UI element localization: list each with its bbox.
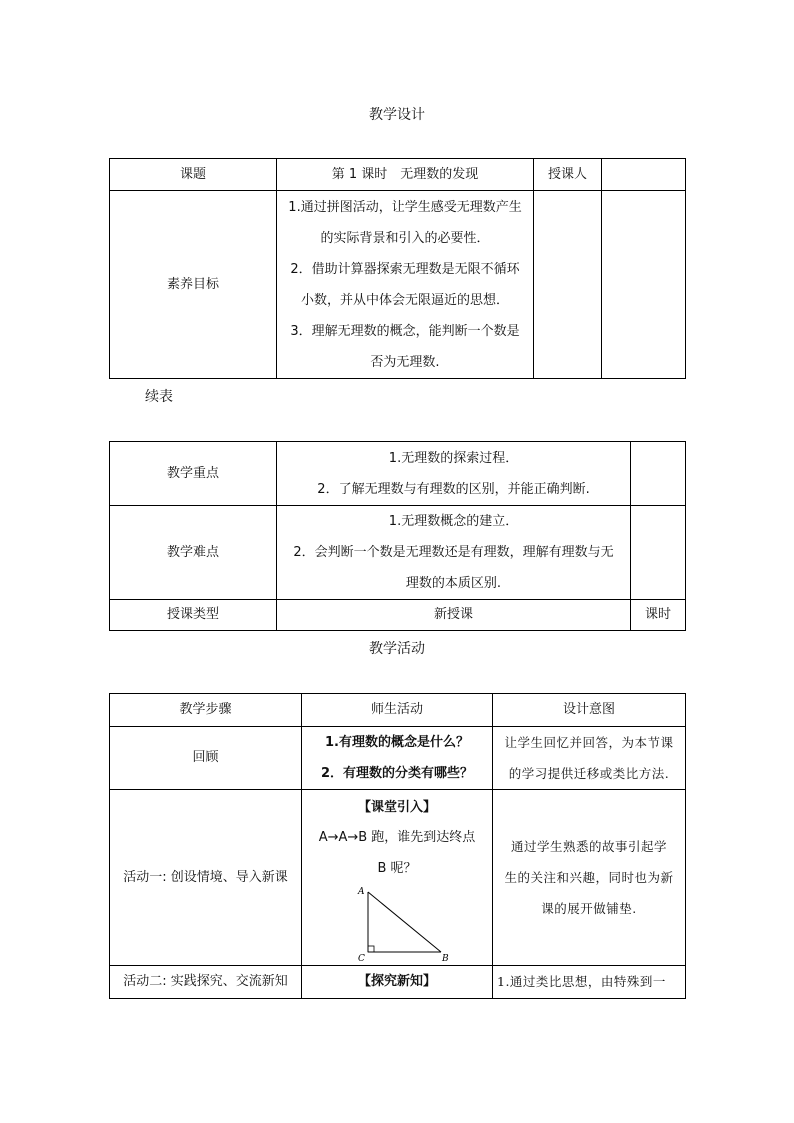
review-step: 回顾 <box>110 727 302 790</box>
right-angle-mark <box>368 946 374 952</box>
goal-line: 小数，并从中体会无限逼近的思想． <box>300 292 509 308</box>
intent-line: 课的展开做铺垫. <box>541 901 637 916</box>
type-value: 新授课 <box>277 600 631 631</box>
review-line: 1.有理数的概念是什么？ <box>325 735 469 750</box>
right-triangle-figure <box>346 884 456 962</box>
type-label: 授课类型 <box>110 600 277 631</box>
activity-two-intent: 1.通过类比思想，由特殊到一 <box>493 966 686 999</box>
intent-header: 设计意图 <box>493 694 686 727</box>
review-intent <box>493 727 686 790</box>
empty-cell <box>602 191 686 379</box>
lesson-info-table <box>109 158 686 379</box>
difficulty-label: 教学难点 <box>110 506 277 600</box>
goal-label: 素养目标 <box>110 191 277 379</box>
difficulty-line: 1.无理数概念的建立． <box>388 514 519 529</box>
activity-two-step: 活动二: 实践探究、交流新知 <box>110 966 302 999</box>
intro-line: A→A→B 跑，谁先到达终点 <box>318 830 476 845</box>
vertex-b-label: B <box>442 954 449 962</box>
goal-line: 的实际背景和引入的必要性． <box>320 230 490 246</box>
difficulty-line: 2．会判断一个数是无理数还是有理数，理解有理数与无 <box>293 545 614 560</box>
goal-content <box>277 191 534 379</box>
review-line: 2．有理数的分类有哪些？ <box>320 766 474 781</box>
empty-cell <box>631 442 686 506</box>
triangle-side-ab <box>368 892 441 952</box>
goal-line: 3．理解无理数的概念，能判断一个数是 <box>290 323 520 339</box>
teacher-value <box>602 159 686 191</box>
goal-line: 否为无理数. <box>370 354 440 370</box>
review-activity <box>302 727 493 790</box>
activity-one-content <box>302 790 493 966</box>
empty-cell <box>534 191 602 379</box>
activity-two-content: 【探究新知】 <box>302 966 493 999</box>
intent-line: 让学生回忆并回答，为本节课 <box>504 735 674 750</box>
activity-one-step: 活动一: 创设情境、导入新课 <box>110 790 302 966</box>
intent-line: 的学习提供迁移或类比方法. <box>508 766 670 781</box>
period-label: 课时 <box>631 600 686 631</box>
empty-cell <box>631 506 686 600</box>
key-content <box>277 442 631 506</box>
intent-line: 通过学生熟悉的故事引起学 <box>510 839 667 854</box>
intro-heading: 【课堂引入】 <box>357 800 436 815</box>
intent-line: 生的关注和兴趣，同时也为新 <box>504 870 674 885</box>
intro-line: B 呢？ <box>377 861 417 876</box>
key-label: 教学重点 <box>110 442 277 506</box>
vertex-c-label: C <box>358 954 365 962</box>
difficulty-line: 理数的本质区别. <box>405 576 502 591</box>
goal-line: 2．借助计算器探索无理数是无限不循环 <box>290 261 520 277</box>
activity-table <box>109 693 686 999</box>
teacher-header: 授课人 <box>534 159 602 191</box>
topic-header: 课题 <box>110 159 277 191</box>
key-line: 2．了解无理数与有理数的区别，并能正确判断. <box>317 481 590 497</box>
continued-note: 续表 <box>145 389 173 405</box>
doc-title: 教学设计 <box>369 107 425 123</box>
key-points-table <box>109 441 686 631</box>
step-header: 教学步骤 <box>110 694 302 727</box>
activity-header: 师生活动 <box>302 694 493 727</box>
activity-one-intent <box>493 790 686 966</box>
topic-value: 第 1 课时 无理数的发现 <box>277 159 534 191</box>
key-line: 1.无理数的探索过程． <box>388 450 519 466</box>
difficulty-content <box>277 506 631 600</box>
vertex-a-label: A <box>358 887 365 897</box>
goal-line: 1.通过拼图活动，让学生感受无理数产生 <box>288 199 522 215</box>
activity-title: 教学活动 <box>369 641 425 657</box>
